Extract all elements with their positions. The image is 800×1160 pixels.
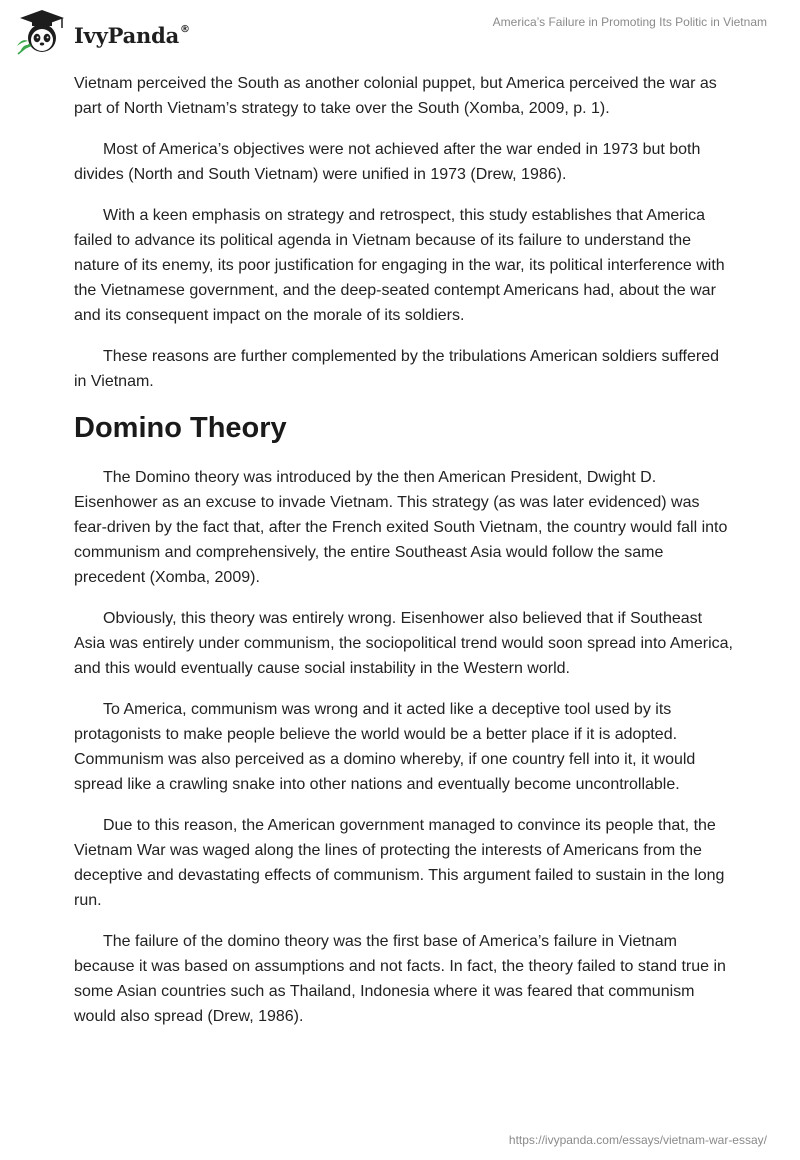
paragraph: Most of America’s objectives were not achieved after the war ended in 1973 but both divides (North and South Vietnam) were unified in 1973 (Drew, 1986). <box>74 141 701 183</box>
paragraph: The Domino theory was introduced by the then American President, Dwight D. Eisenhower as an excuse to invade Vietnam. This strategy (as was later evidenced) was fear-driven by the fact that, after the French exited South Vietnam, the country would fall into communism and comprehensively, the entire Southeast Asia would follow the same precedent (Xomba, 2009). <box>74 469 728 586</box>
ivypanda-logo[interactable] <box>14 8 190 58</box>
source-url[interactable]: https://ivypanda.com/essays/vietnam-war-essay/ <box>508 1133 767 1147</box>
paragraph: Vietnam perceived the South as another colonial puppet, but America perceived the war as part of North Vietnam’s strategy to take over the South (Xomba, 2009, p. 1). <box>74 75 717 117</box>
essay-content <box>74 71 734 1045</box>
logo-wordmark <box>74 23 190 48</box>
registered-mark: ® <box>180 23 190 35</box>
paragraph: These reasons are further complemented by the tribulations American soldiers suffered in Vietnam. <box>74 348 720 390</box>
paragraph: To America, communism was wrong and it acted like a deceptive tool used by its protagonists to make people believe the world would be a better place if it is adopted. Communism was also perceived as a domino whereby, if one country fell into it, it would spread like a crawling snake into other nations and eventually become uncontrollable. <box>74 701 696 793</box>
document-title: America’s Failure in Promoting Its Politic in Vietnam <box>492 15 767 29</box>
section-heading: Domino Theory <box>74 412 287 444</box>
paragraph: Obviously, this theory was entirely wrong. Eisenhower also believed that if Southeast Asia was entirely under communism, the sociopolitical trend would soon spread into America, and this would eventually cause social instability in the Western world. <box>74 610 733 677</box>
paragraph: The failure of the domino theory was the first base of America’s failure in Vietnam because it was based on assumptions and not facts. In fact, the theory failed to stand true in some Asian countries such as Thailand, Indonesia where it was feared that communism would also spread (Drew, 1986). <box>74 933 726 1025</box>
paragraph: With a keen emphasis on strategy and retrospect, this study establishes that America failed to advance its political agenda in Vietnam because of its failure to understand the nature of its enemy, its poor justification for engaging in the war, its political interference with the Vietnamese government, and the deep-seated contempt Americans had, about the war and its consequent impact on the morale of its soldiers. <box>74 207 725 324</box>
logo-text: IvyPanda <box>74 22 180 48</box>
page-header <box>0 0 800 70</box>
panda-graduate-logo-icon <box>14 8 70 58</box>
paragraph: Due to this reason, the American government managed to convince its people that, the Vietnam War was waged along the lines of protecting the interests of Americans from the deceptive and devastating effects of communism. This argument failed to sustain in the long run. <box>74 817 725 909</box>
